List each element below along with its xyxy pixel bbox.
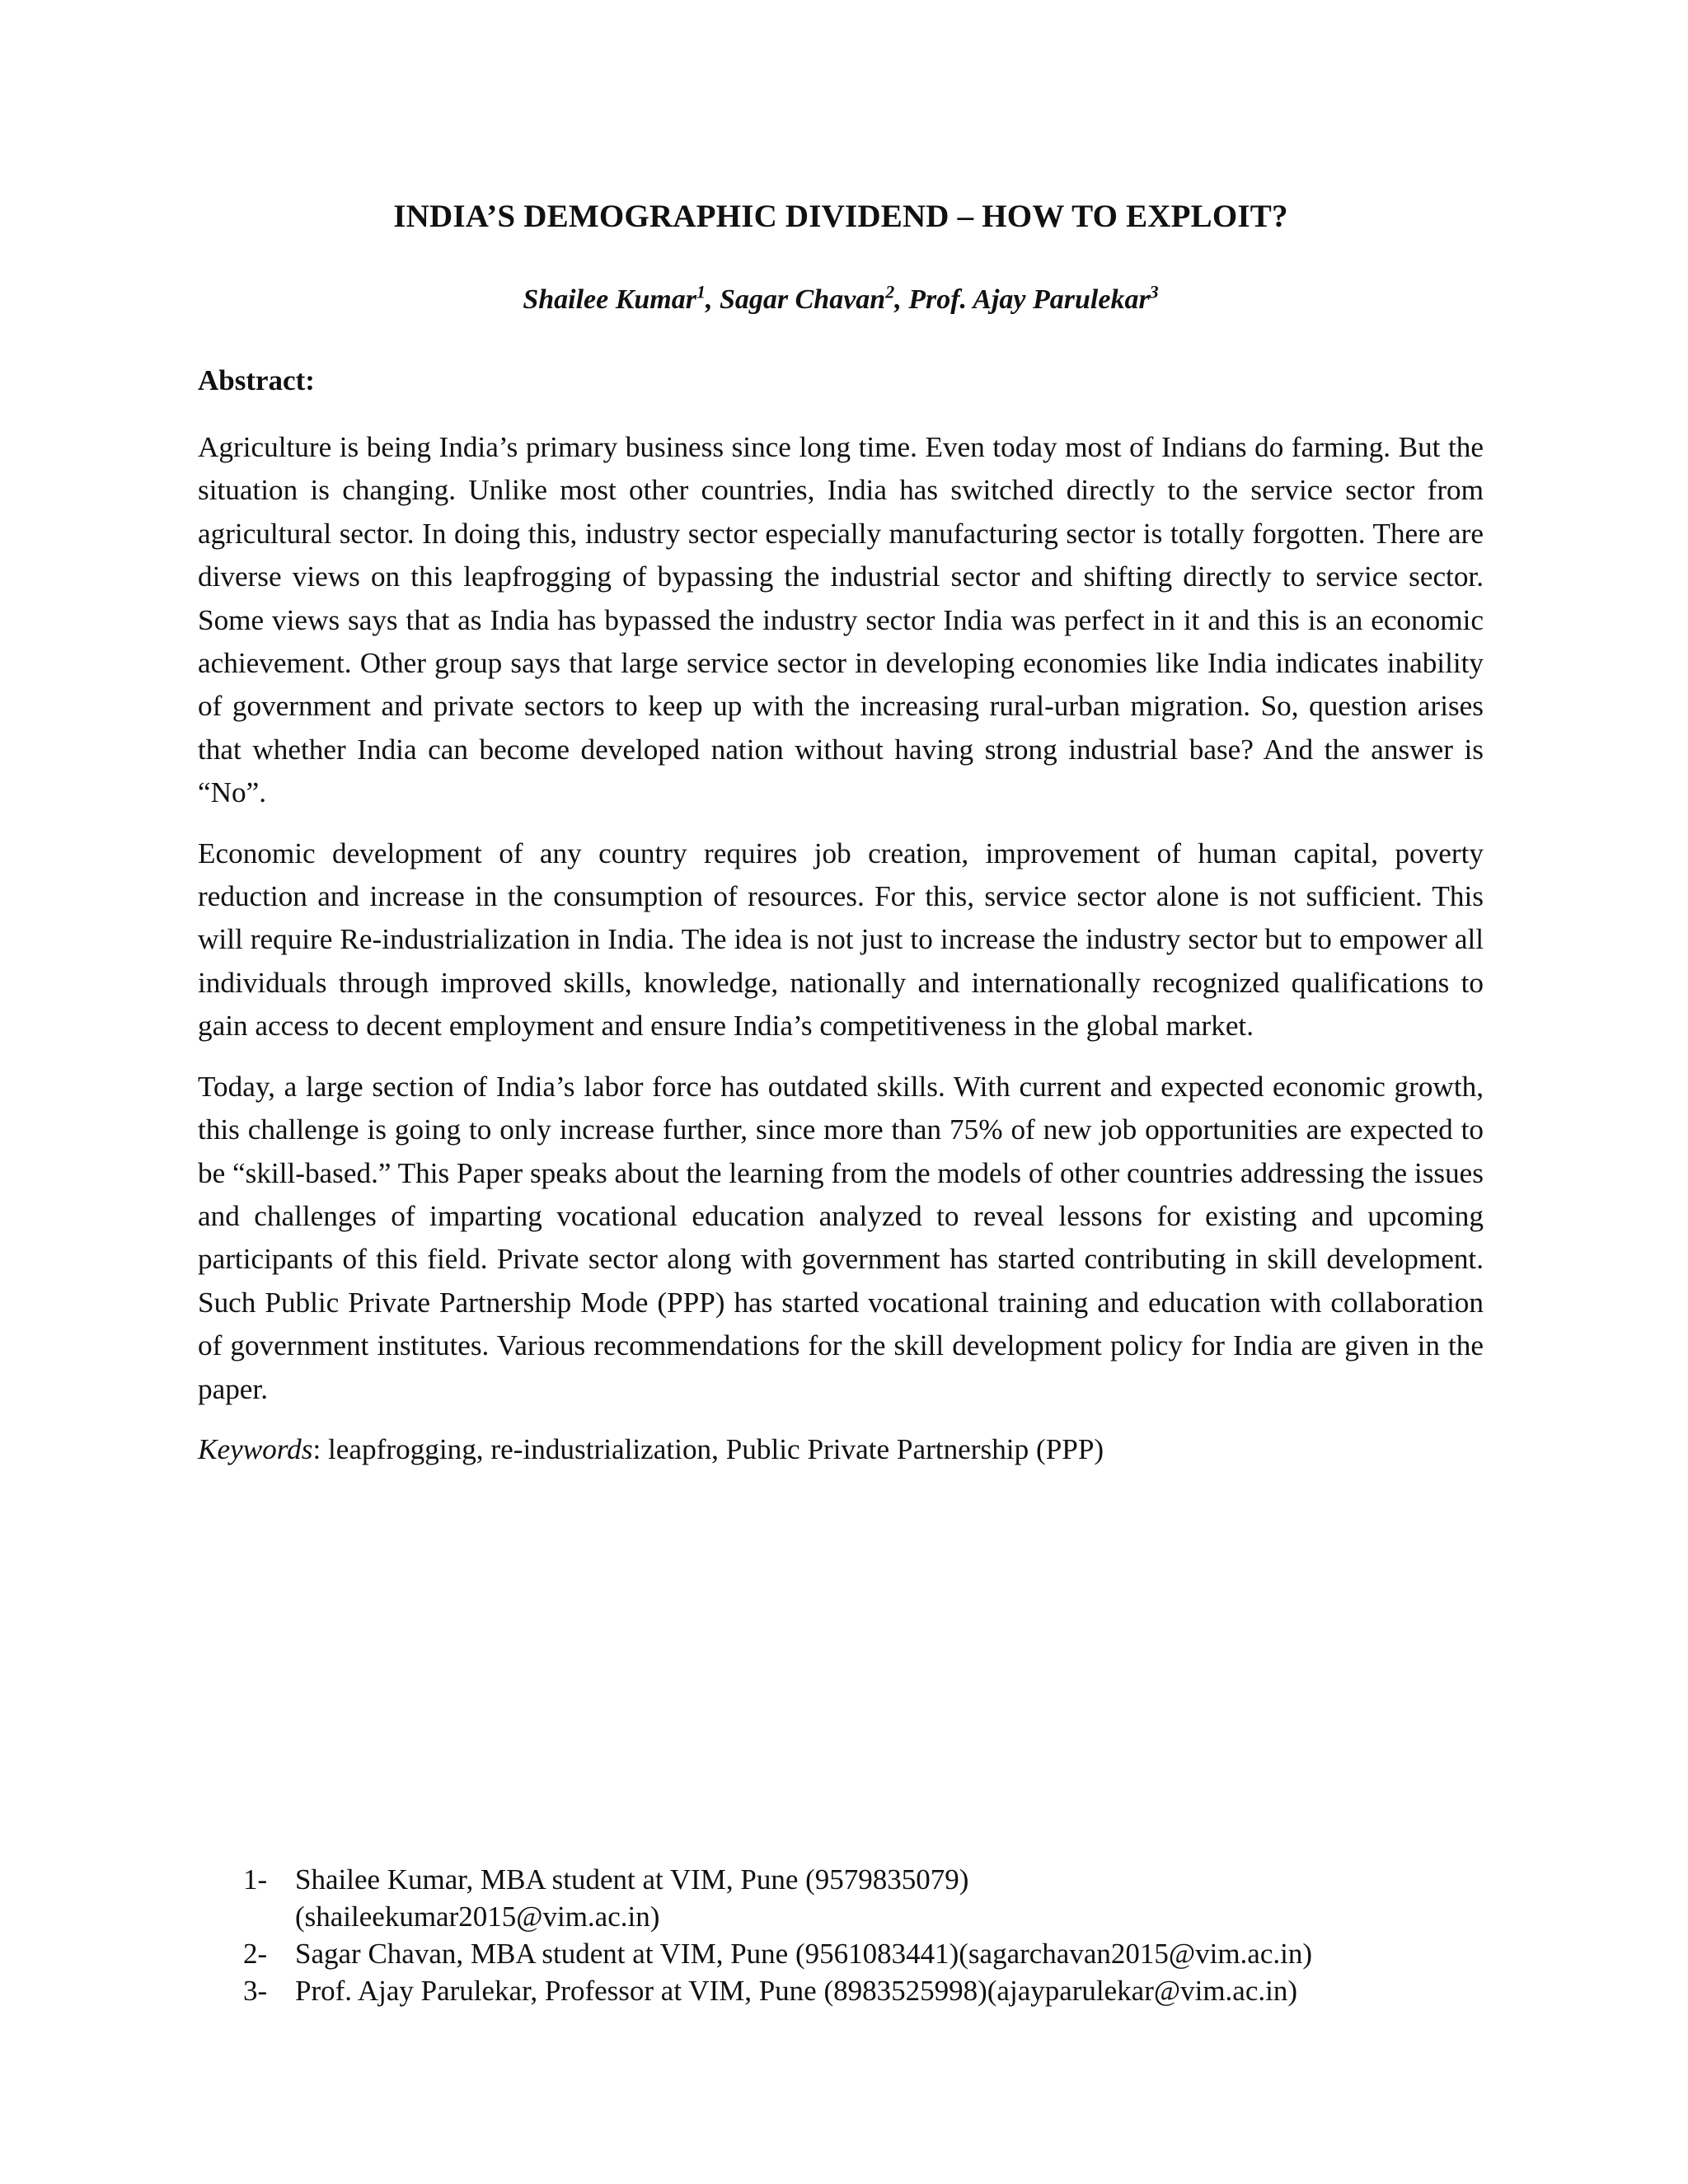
footnote-line: Sagar Chavan, MBA student at VIM, Pune (9561083441)(sagarchavan2015@vim.ac.in) bbox=[295, 1938, 1312, 1970]
abstract-paragraph: Economic development of any country requires job creation, improvement of human capital, poverty reduction and increase in the consumption of resources. For this, service sector alone is not sufficient. This will require Re-industrialization in India. The idea is not just to increase the industry sector but to empower all individuals through improved skills, knowledge, nationally and internationally recognized qualifications to gain access to decent employment and ensure India’s competitiveness in the global market. bbox=[198, 837, 1484, 1043]
footnote-number: 2- bbox=[243, 1938, 268, 1970]
keywords-line bbox=[198, 1428, 1484, 1471]
footnote-email: (shaileekumar2015@vim.ac.in) bbox=[295, 1900, 660, 1933]
abstract-heading: Abstract: bbox=[198, 364, 315, 396]
author-name: Sagar Chavan bbox=[719, 284, 886, 315]
paper-page bbox=[198, 0, 1484, 2184]
abstract-paragraph: Agriculture is being India’s primary business since long time. Even today most of Indians do farming. But the situation is changing. Unlike most other countries, India has switched directly to the service sector from agricultural sector. In doing this, industry sector especially manufacturing sector is totally forgotten. There are diverse views on this leapfrogging of bypassing the industrial sector and shifting directly to service sector. Some views says that as India has bypassed the industry sector India was perfect in it and this is an economic achievement. Other group says that large service sector in developing economies like India indicates inability of government and private sectors to keep up with the increasing rural-urban migration. So, question arises that whether India can become developed nation without having strong industrial base? And the answer is “No”. bbox=[198, 431, 1484, 809]
keywords-label: Keywords bbox=[198, 1432, 313, 1465]
author-separator: , bbox=[705, 284, 720, 315]
abstract-paragraph: Today, a large section of India’s labor force has outdated skills. With current and expected economic growth, this challenge is going to only increase further, since more than 75% of new job opportunities are expected to be “skill-based.” This Paper speaks about the learning from the models of other countries addressing the issues and challenges of imparting vocational education analyzed to reveal lessons for existing and upcoming participants of this field. Private sector along with government has started contributing in skill development. Such Public Private Partnership Mode (PPP) has started vocational training and education with collaboration of government institutes. Various recommendations for the skill development policy for India are given in the paper. bbox=[198, 1070, 1484, 1405]
footnote-line: Prof. Ajay Parulekar, Professor at VIM, Pune (8983525998)(ajayparulekar@vim.ac.in) bbox=[295, 1975, 1297, 2007]
abstract-body bbox=[198, 426, 1484, 1471]
footnote-item bbox=[243, 1935, 1496, 1972]
footnote-number: 3- bbox=[243, 1975, 268, 2007]
author-name: Shailee Kumar bbox=[523, 284, 696, 315]
footnotes bbox=[243, 1861, 1496, 2009]
author-line bbox=[198, 282, 1484, 318]
footnote-text bbox=[295, 1861, 1496, 1935]
paper-title: INDIA’S DEMOGRAPHIC DIVIDEND – HOW TO EXPLOIT? bbox=[393, 199, 1288, 234]
footnote-line: Shailee Kumar, MBA student at VIM, Pune (9579835079) bbox=[295, 1863, 969, 1896]
author-affiliation-marker: 3 bbox=[1149, 281, 1159, 302]
author-separator: , bbox=[894, 284, 909, 315]
keywords-text: : leapfrogging, re-industrialization, Public Private Partnership (PPP) bbox=[312, 1432, 1104, 1465]
author-name: Prof. Ajay Parulekar bbox=[908, 284, 1150, 315]
footnote-item bbox=[243, 1972, 1496, 2009]
author-affiliation-marker: 2 bbox=[885, 281, 895, 302]
footnote-number: 1- bbox=[243, 1863, 268, 1896]
author-affiliation-marker: 1 bbox=[696, 281, 706, 302]
footnote-item bbox=[243, 1861, 1496, 1935]
